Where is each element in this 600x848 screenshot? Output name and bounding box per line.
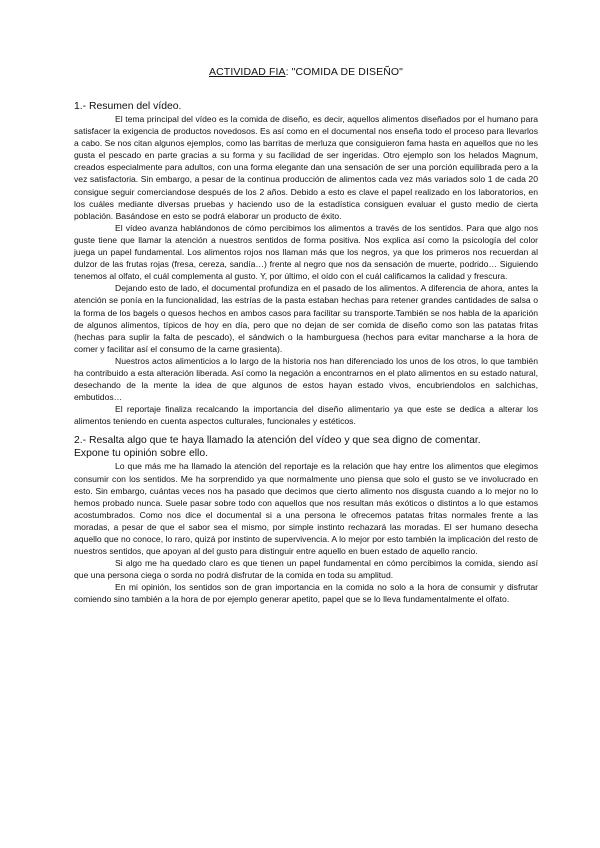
section2-heading-line2: Expone tu opinión sobre ello.: [74, 448, 209, 460]
section2-paragraph-3: En mi opinión, los sentidos son de gran importancia en la comida no solo a la hora de consumir y disfrutar comiendo sino también a la hora de por ejemplo generar apetito, papel que se lo lleva fundamentalmente el olfato.: [74, 582, 538, 605]
section2: [74, 434, 538, 605]
section2-heading-line1: 2.- Resalta algo que te haya llamado la atención del vídeo y que sea digno de comentar.: [74, 435, 481, 447]
section1-heading: 1.- Resumen del vídeo.: [74, 101, 182, 112]
section1-paragraph-2: El vídeo avanza hablándonos de cómo percibimos los alimentos a través de los sentidos. Para que algo nos guste tiene que llamar la atención a nuestros sentidos de forma positiva. Nos explica así como la psicología del color juega un papel fundamental. Los alimentos rojos nos llaman más que los negros, ya que los primeros nos recuerdan al dulzor de las frutas rojas (fresa, cereza, sandía…) frente al negro que nos da sensación de muerte, podrido… Siguiendo tenemos al olfato, el cuál complementa al gusto. Y, por último, el oído con el cuál calificamos la calidad y frescura.: [74, 222, 538, 282]
document-title: [74, 66, 538, 78]
document-page: [74, 66, 538, 606]
section1-paragraph-5: El reportaje finaliza recalcando la importancia del diseño alimentario ya que este se dedica a alterar los alimentos teniendo en cuenta aspectos culturales, funcionales y estéticos.: [74, 404, 538, 427]
section2-paragraph-1: Lo que más me ha llamado la atención del reportaje es la relación que hay entre los alimentos que elegimos consumir con los sentidos. Me ha sorprendido ya que normalmente uno piensa que solo el gusto se ve involucrado en esto. Sin embargo, cuántas veces nos ha pasado que decimos que cierto alimento nos disgusta cuando a lo mejor no lo hemos probado nunca. Suele pasar sobre todo con aquellos que nos resultan más exóticos o distintos a lo que estamos acostumbrados. Como nos dice el documental si a una persona le ofrecemos patatas fritas normales frente a las moradas, a pesar de que el sabor sea el mismo, por simple instinto rechazará las moradas. El ser humano desecha aquello que no conoce, lo raro, quizá por instinto de supervivencia. A lo mejor por esto también la implicación del resto de nuestros sentidos, que apoyan al del gusto para distinguir entre aquello en buen estado de aquello rancio.: [74, 461, 538, 557]
section1-paragraph-1: El tema principal del vídeo es la comida de diseño, es decir, aquellos alimentos diseñados por el humano para satisfacer la exigencia de productos novedosos. Es así como en el documental nos enseña todo el proceso para llevarlos a cabo. Se nos citan algunos ejemplos, como las barritas de merluza que consiguieron fama hasta en aquellos que no les gusta el pescado en parte gracias a su forma y su facilidad de ser ingeridas. Otro ejemplo son los helados Magnum, creados especialmente para adultos, con una forma elegante dan una sensación de ser una porción equilibrada pero a la vez satisfactoria. Sin embargo, a pesar de la continua producción de alimentos cada vez más variados solo 1 de cada 20 consigue seguir comerciandose después de los 2 años. Debido a esto es clave el papel realizado en los laboratorios, en los cuáles mediante diversas pruebas y haciendo uso de la estadística consiguen evaluar el gusto medio de cierta población. Basándose en esto se podrá elaborar un producto de éxito.: [74, 114, 538, 221]
title-rest: : "COMIDA DE DISEÑO": [285, 66, 403, 78]
title-underlined: ACTIVIDAD FIA: [209, 66, 286, 78]
section1-paragraph-3: Dejando esto de lado, el documental profundiza en el pasado de los alimentos. A diferencia de ahora, antes la atención se ponía en la funcionalidad, las estrías de la pasta estaban hechas para retener grandes cantidades de salsa o la forma de los bagels o quesos hechos en ambos casos para facilitar su transporte.También se nos habla de la aparición de algunos alimentos, típicos de hoy en día, pero que no dejan de ser comida de diseño como son las patatas fritas (hechas para suplir la falta de pescado), el sándwich o la hamburguesa (hechos para evitar mancharse a la hora de comer y facilitar así el consumo de la carne grasienta).: [74, 283, 538, 354]
section2-paragraph-2: Si algo me ha quedado claro es que tienen un papel fundamental en cómo percibimos la comida, siendo así que una persona ciega o sorda no podrá disfrutar de la comida en toda su amplitud.: [74, 558, 538, 581]
section1-paragraph-4: Nuestros actos alimenticios a lo largo de la historia nos han diferenciado los unos de los otros, lo que también ha contribuido a esta alteración liberada. Así como la negación a encontrarnos en el plato alimentos en su estado natural, desechando de la mente la idea de que algunos de estos hayan estado vivos, encubriendolos en salchichas, embutidos…: [74, 355, 538, 403]
